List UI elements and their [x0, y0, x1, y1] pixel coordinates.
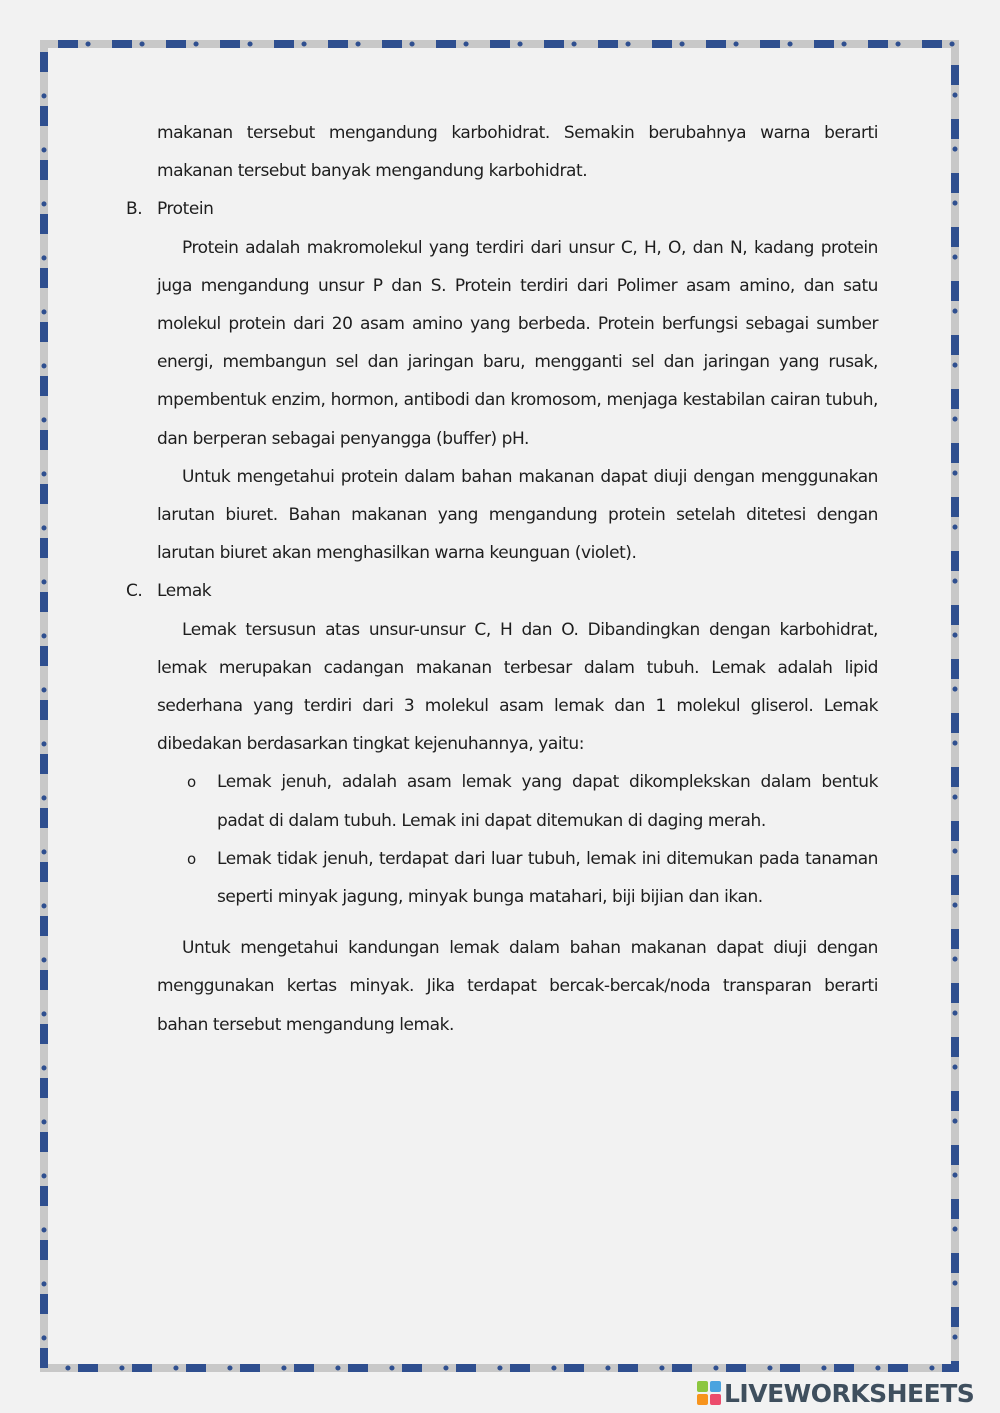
- list-item-text: Lemak tidak jenuh, terdapat dari luar tubuh, lemak ini ditemukan pada tanaman seperti minyak jagung, minyak bunga matahari, biji bijian dan ikan.: [217, 848, 878, 908]
- lemak-closing-paragraph: Untuk mengetahui kandungan lemak dalam bahan makanan dapat diuji dengan menggunakan kertas minyak. Jika terdapat bercak-bercak/noda transparan berarti bahan tersebut mengandung lemak.: [157, 938, 878, 1035]
- lemak-paragraph-1: Lemak tersusun atas unsur-unsur C, H dan O. Dibandingkan dengan karbohidrat, lemak merupakan cadangan makanan terbesar dalam tubuh. Lemak adalah lipid sederhana yang terdiri dari 3 molekul asam lemak dan 1 molekul gliserol. Lemak dibedakan berdasarkan tingkat kejenuhannya, yaitu:: [157, 619, 878, 755]
- protein-paragraph-2: Untuk mengetahui protein dalam bahan makanan dapat diuji dengan menggunakan larutan biuret. Bahan makanan yang mengandung protein setelah ditetesi dengan larutan biuret akan menghasilkan warna keunguan (violet).: [157, 466, 878, 564]
- list-item-text: Lemak jenuh, adalah asam lemak yang dapat dikomplekskan dalam bentuk padat di dalam tubuh. Lemak ini dapat ditemukan di daging merah.: [217, 772, 878, 831]
- protein-paragraph-1: Protein adalah makromolekul yang terdiri dari unsur C, H, O, dan N, kadang protein juga mengandung unsur P dan S. Protein terdiri dari Polimer asam amino, dan satu molekul protein dari 20 asam amino yang berbeda. Protein berfungsi sebagai sumber energi, membangun sel dan jaringan baru, mengganti sel dan jaringan yang rusak, mpembentuk enzim, hormon, antibodi dan kromosom, menjaga kestabilan cairan tubuh, dan berperan sebagai penyangga (buffer) pH.: [157, 237, 878, 449]
- section-heading-lemak: [126, 572, 878, 610]
- bullet-circle-icon: o: [187, 849, 196, 868]
- section-letter: C.: [126, 581, 143, 602]
- section-heading-protein: [126, 190, 878, 228]
- fat-types-list: [157, 763, 878, 916]
- intro-paragraph: makanan tersebut mengandung karbohidrat. Semakin berubahnya warna berarti makanan tersebut banyak mengandung karbohidrat.: [157, 123, 878, 182]
- section-letter: B.: [126, 199, 143, 220]
- document-body: [126, 114, 878, 1044]
- section-title: Protein: [157, 199, 214, 220]
- bullet-circle-icon: o: [187, 773, 196, 792]
- liveworksheets-logo: [697, 1377, 974, 1409]
- list-item: [187, 840, 878, 916]
- liveworksheets-logo-icon: [697, 1381, 721, 1405]
- section-title: Lemak: [157, 581, 212, 602]
- brand-name: LIVEWORKSHEETS: [724, 1378, 975, 1408]
- list-item: [187, 763, 878, 839]
